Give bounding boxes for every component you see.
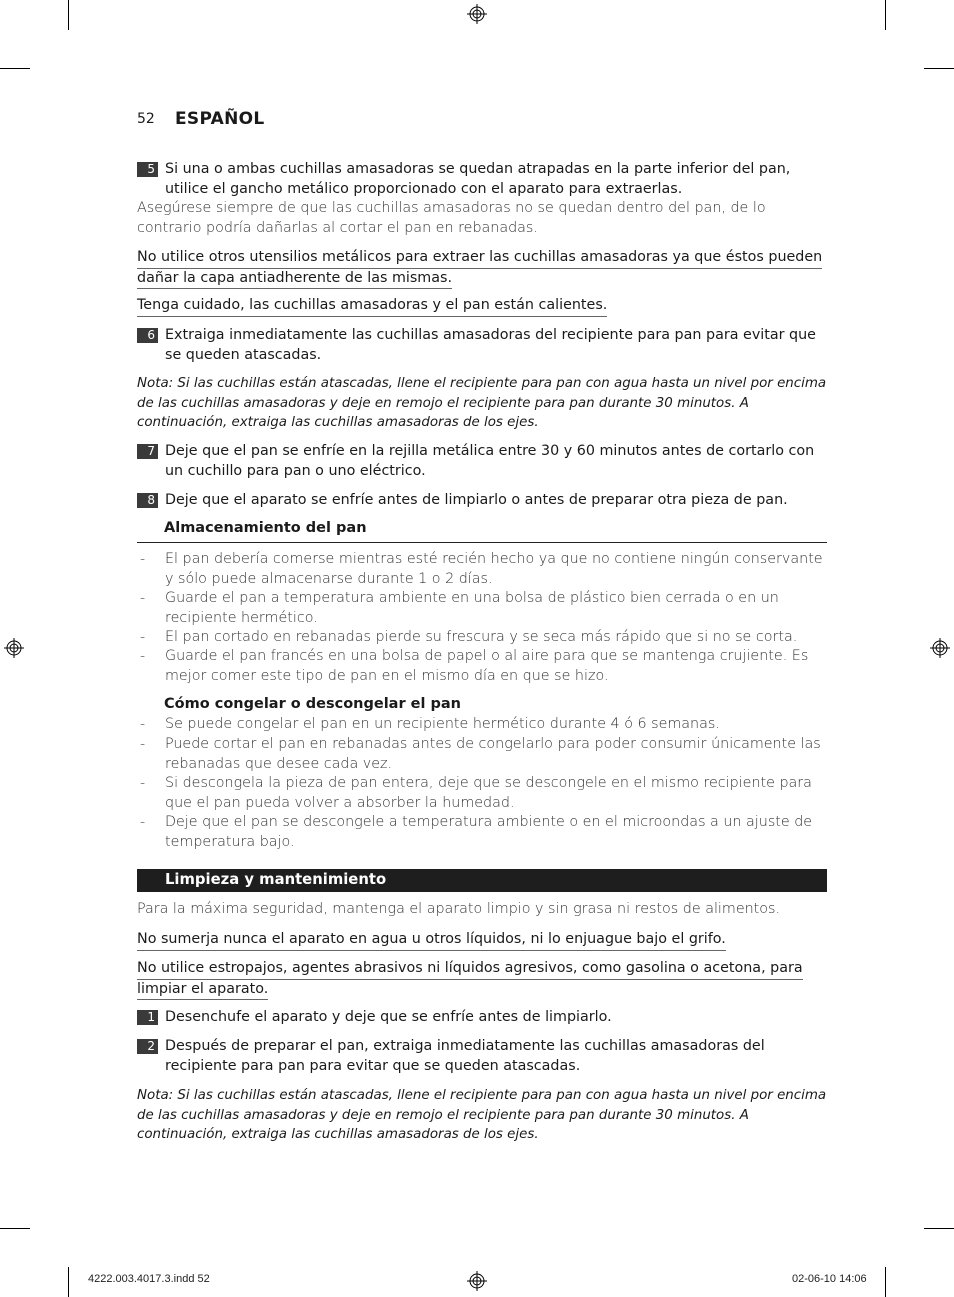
info-paragraph: Asegúrese siempre de que las cuchillas amasadoras no se quedan dentro del pan, de lo contrario podría dañarlas al cortar el pan en rebanadas. xyxy=(137,200,766,236)
step-item xyxy=(137,442,827,481)
bullet-dash: - xyxy=(140,775,146,791)
step-item xyxy=(137,326,827,365)
step-item xyxy=(137,1037,827,1076)
warning-line: limpiar el aparato. xyxy=(137,980,268,1001)
step-item xyxy=(137,160,827,199)
bullet-dash: - xyxy=(140,590,146,606)
bullet-dash: - xyxy=(140,648,146,664)
step-text: Si una o ambas cuchillas amasadoras se quedan atrapadas en la parte inferior del pan, utilice el gancho metálico proporcionado con el aparato para extraerlas. xyxy=(165,161,791,197)
bullet-dash: - xyxy=(140,716,146,732)
step-text: Extraiga inmediatamente las cuchillas amasadoras del recipiente para pan para evitar que se queden atascadas. xyxy=(165,327,816,363)
list-item xyxy=(137,774,827,813)
section-title: Limpieza y mantenimiento xyxy=(165,871,387,888)
bullet-dash: - xyxy=(140,736,146,752)
intro-paragraph: Para la máxima seguridad, mantenga el aparato limpio y sin grasa ni restos de alimentos. xyxy=(137,901,781,917)
step-number: 1 xyxy=(137,1010,158,1025)
bullet-dash: - xyxy=(140,814,146,830)
list-item-text: Puede cortar el pan en rebanadas antes de congelarlo para poder consumir únicamente las rebanadas que desee cada vez. xyxy=(165,736,821,772)
step-number: 2 xyxy=(137,1039,158,1054)
step-text: Deje que el aparato se enfríe antes de limpiarlo o antes de preparar otra pieza de pan. xyxy=(165,492,788,508)
registration-mark-icon xyxy=(467,1271,487,1291)
list-item-text: Guarde el pan francés en una bolsa de papel o al aire para que se mantenga crujiente. Es mejor comer este tipo de pan en el mismo día en que se hizo. xyxy=(165,648,809,684)
list-item xyxy=(137,628,827,648)
section-subheading: Almacenamiento del pan xyxy=(164,520,367,536)
crop-mark xyxy=(924,1228,954,1229)
crop-mark xyxy=(0,1228,30,1229)
step-number: 7 xyxy=(137,444,158,459)
list-item xyxy=(137,550,827,589)
note-paragraph: Nota: Si las cuchillas están atascadas, llene el recipiente para pan con agua hasta un nivel por encima de las cuchillas amasadoras y deje en remojo el recipiente para pan durante 30 minutos. A continuación, extraiga las cuchillas amasadoras de los ejes. xyxy=(137,1088,827,1142)
list-item-text: Deje que el pan se descongele a temperatura ambiente o en el microondas a un ajuste de temperatura bajo. xyxy=(165,814,813,850)
note-paragraph: Nota: Si las cuchillas están atascadas, llene el recipiente para pan con agua hasta un nivel por encima de las cuchillas amasadoras y deje en remojo el recipiente para pan durante 30 minutos. A continuación, extraiga las cuchillas amasadoras de los ejes. xyxy=(137,376,827,430)
warning-paragraph xyxy=(137,930,726,951)
footer-file-info: 4222.003.4017.3.indd 52 xyxy=(88,1273,210,1285)
step-text: Desenchufe el aparato y deje que se enfríe antes de limpiarlo. xyxy=(165,1009,612,1025)
list-item xyxy=(137,735,827,774)
crop-mark xyxy=(885,0,886,30)
step-number: 8 xyxy=(137,493,158,508)
footer-date: 02-06-10 14:06 xyxy=(792,1273,867,1285)
warning-line: No utilice estropajos, agentes abrasivos ni líquidos agresivos, como gasolina o acetona, para xyxy=(137,959,803,980)
step-item xyxy=(137,1008,827,1028)
section-subheading: Cómo congelar o descongelar el pan xyxy=(164,696,462,712)
list-item-text: El pan cortado en rebanadas pierde su frescura y se seca más rápido que si no se corta. xyxy=(165,629,798,645)
step-text: Deje que el pan se enfríe en la rejilla metálica entre 30 y 60 minutos antes de cortarlo con un cuchillo para pan o uno eléctrico. xyxy=(165,443,815,479)
divider xyxy=(137,542,827,543)
bullet-dash: - xyxy=(140,629,146,645)
step-item xyxy=(137,491,827,511)
caution-paragraph xyxy=(137,296,607,317)
warning-paragraph xyxy=(137,248,822,289)
crop-mark xyxy=(68,0,69,30)
bullet-dash: - xyxy=(140,551,146,567)
list-item-text: Si descongela la pieza de pan entera, deje que se descongele en el mismo recipiente para que el pan pueda volver a absorber la humedad. xyxy=(165,775,812,811)
warning-line: No utilice otros utensilios metálicos para extraer las cuchillas amasadoras ya que éstos pueden xyxy=(137,248,822,269)
registration-mark-icon xyxy=(467,4,487,24)
crop-mark xyxy=(924,68,954,69)
list-item xyxy=(137,647,827,686)
page-number: 52 xyxy=(137,111,155,127)
list-item-text: Se puede congelar el pan en un recipiente hermético durante 4 ó 6 semanas. xyxy=(165,716,720,732)
warning-paragraph xyxy=(137,959,803,1000)
step-number: 6 xyxy=(137,328,158,343)
registration-mark-icon xyxy=(4,638,24,658)
warning-line: No sumerja nunca el aparato en agua u otros líquidos, ni lo enjuague bajo el grifo. xyxy=(137,930,726,951)
list-item xyxy=(137,589,827,628)
list-item-text: El pan debería comerse mientras esté recién hecho ya que no contiene ningún conservante y sólo puede almacenarse durante 1 o 2 días. xyxy=(165,551,823,587)
crop-mark xyxy=(0,68,30,69)
crop-mark xyxy=(885,1267,886,1297)
registration-mark-icon xyxy=(930,638,950,658)
warning-line: dañar la capa antiadherente de las mismas. xyxy=(137,269,452,290)
list-item xyxy=(137,813,827,852)
list-item-text: Guarde el pan a temperatura ambiente en una bolsa de plástico bien cerrada o en un recipiente hermético. xyxy=(165,590,779,626)
language-heading: ESPAÑOL xyxy=(175,109,265,129)
caution-line: Tenga cuidado, las cuchillas amasadoras y el pan están calientes. xyxy=(137,296,607,317)
step-text: Después de preparar el pan, extraiga inmediatamente las cuchillas amasadoras del recipiente para pan para evitar que se queden atascadas. xyxy=(165,1038,765,1074)
step-number: 5 xyxy=(137,162,158,177)
section-header-bar xyxy=(137,869,827,892)
list-item xyxy=(137,715,827,735)
crop-mark xyxy=(68,1267,69,1297)
